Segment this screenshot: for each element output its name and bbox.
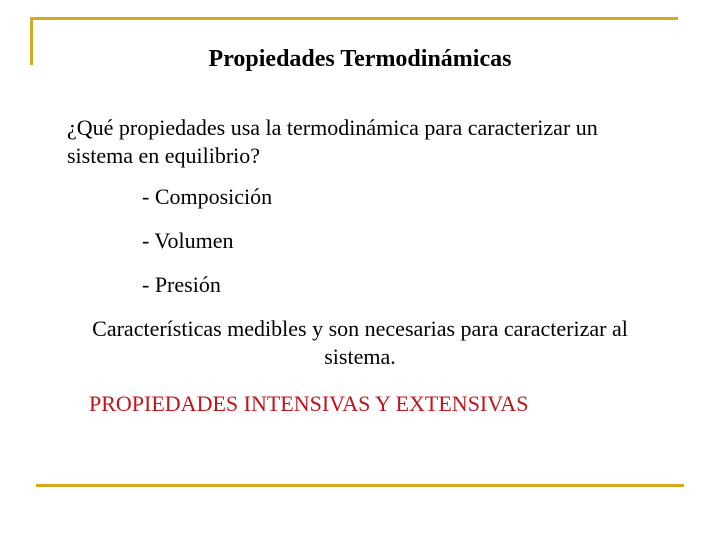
question-text: ¿Qué propiedades usa la termodinámica para caracterizar un sistema en equilibrio? [67, 115, 598, 168]
property-item: - Presión [142, 272, 221, 297]
property-item: - Volumen [142, 228, 234, 253]
top-rule [30, 17, 678, 20]
emphasis-text: PROPIEDADES INTENSIVAS Y EXTENSIVAS [89, 391, 529, 416]
property-item: - Composición [142, 184, 273, 209]
properties-list [142, 183, 272, 315]
slide-title: Propiedades Termodinámicas [208, 46, 512, 72]
note-text: Características medibles y son necesarias para caracterizar al sistema. [92, 316, 628, 369]
bottom-rule [36, 484, 684, 487]
